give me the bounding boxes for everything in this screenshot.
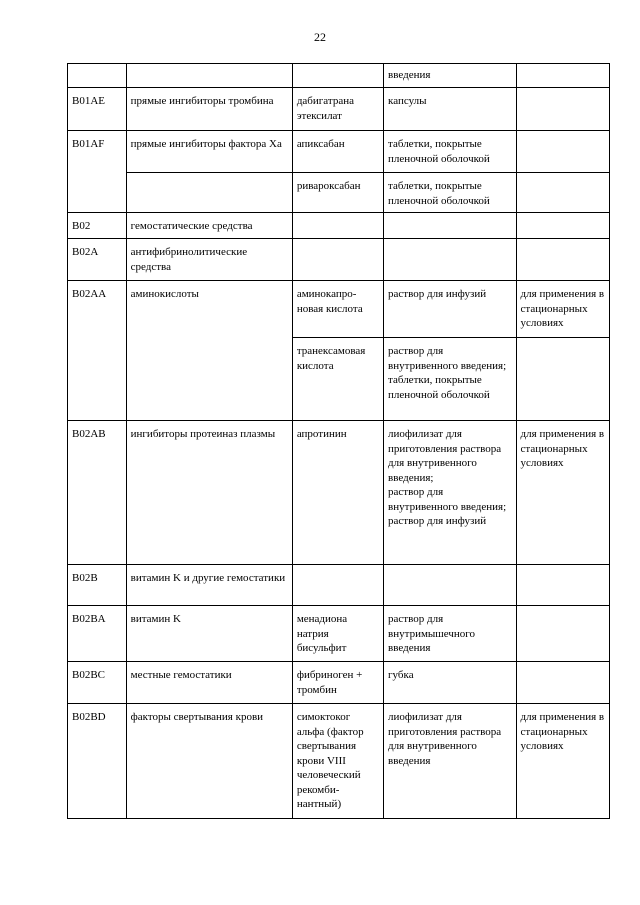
group-cell: факторы свертывания крови (126, 704, 292, 819)
drug-name-cell: аминокапро- новая кислота (292, 281, 383, 338)
dosage-form-cell (384, 565, 517, 606)
group-cell: гемостатические средства (126, 213, 292, 239)
dosage-form-cell: лиофилизат для приготовления раствора для внутривенного введения; раствор для внутривенного введения; раствор для инфузий (384, 421, 517, 565)
note-cell (516, 338, 609, 421)
group-cell: местные гемостатики (126, 662, 292, 704)
group-cell (126, 173, 292, 213)
note-cell (516, 88, 609, 131)
drug-name-cell (292, 64, 383, 88)
dosage-form-cell: капсулы (384, 88, 517, 131)
drug-table (67, 63, 610, 819)
atc-code-cell: B02BA (68, 606, 127, 662)
drug-name-cell: дабигатрана этексилат (292, 88, 383, 131)
dosage-form-cell: раствор для внутривенного введения; таблетки, покрытые пленочной оболочкой (384, 338, 517, 421)
table-row (68, 131, 610, 173)
table-row (68, 704, 610, 819)
atc-code-cell: B02BC (68, 662, 127, 704)
note-cell (516, 64, 609, 88)
group-cell: прямые ингибиторы фактора Xa (126, 131, 292, 173)
atc-code-cell (68, 64, 127, 88)
note-cell (516, 565, 609, 606)
dosage-form-cell (384, 213, 517, 239)
dosage-form-cell: таблетки, покрытые пленочной оболочкой (384, 131, 517, 173)
note-cell: для применения в стационарных условиях (516, 704, 609, 819)
atc-code-cell: B02B (68, 565, 127, 606)
table-row (68, 213, 610, 239)
group-cell (126, 64, 292, 88)
group-cell: антифибринолитические средства (126, 239, 292, 281)
drug-name-cell: ривароксабан (292, 173, 383, 213)
drug-name-cell: апиксабан (292, 131, 383, 173)
group-cell: аминокислоты (126, 281, 292, 421)
group-cell: витамин K (126, 606, 292, 662)
note-cell: для применения в стационарных условиях (516, 421, 609, 565)
table-row (68, 88, 610, 131)
dosage-form-cell: введения (384, 64, 517, 88)
note-cell: для применения в стационарных условиях (516, 281, 609, 338)
table-row (68, 281, 610, 338)
table-row (68, 173, 610, 213)
drug-name-cell: симоктоког альфа (фактор свертывания крови VIII человеческий рекомби- нантный) (292, 704, 383, 819)
note-cell (516, 173, 609, 213)
drug-name-cell (292, 565, 383, 606)
note-cell (516, 239, 609, 281)
dosage-form-cell: раствор для внутримышечного введения (384, 606, 517, 662)
table-row (68, 565, 610, 606)
page-number: 22 (314, 30, 326, 44)
drug-name-cell (292, 239, 383, 281)
table-row (68, 239, 610, 281)
dosage-form-cell: губка (384, 662, 517, 704)
drug-name-cell: транексамовая кислота (292, 338, 383, 421)
dosage-form-cell: таблетки, покрытые пленочной оболочкой (384, 173, 517, 213)
group-cell: прямые ингибиторы тромбина (126, 88, 292, 131)
note-cell (516, 131, 609, 173)
atc-code-cell: B02AB (68, 421, 127, 565)
table-row (68, 64, 610, 88)
dosage-form-cell (384, 239, 517, 281)
table-row (68, 421, 610, 565)
dosage-form-cell: лиофилизат для приготовления раствора для внутривенного введения (384, 704, 517, 819)
note-cell (516, 662, 609, 704)
drug-name-cell: апротинин (292, 421, 383, 565)
group-cell: ингибиторы протеиназ плазмы (126, 421, 292, 565)
note-cell (516, 606, 609, 662)
table-row (68, 662, 610, 704)
atc-code-cell: B02AA (68, 281, 127, 421)
atc-code-cell: B01AF (68, 131, 127, 213)
atc-code-cell: B02BD (68, 704, 127, 819)
drug-name-cell: менадиона натрия бисульфит (292, 606, 383, 662)
atc-code-cell: B01AE (68, 88, 127, 131)
drug-name-cell (292, 213, 383, 239)
group-cell: витамин K и другие гемостатики (126, 565, 292, 606)
table-row (68, 606, 610, 662)
atc-code-cell: B02 (68, 213, 127, 239)
dosage-form-cell: раствор для инфузий (384, 281, 517, 338)
atc-code-cell: B02A (68, 239, 127, 281)
note-cell (516, 213, 609, 239)
drug-name-cell: фибриноген + тромбин (292, 662, 383, 704)
